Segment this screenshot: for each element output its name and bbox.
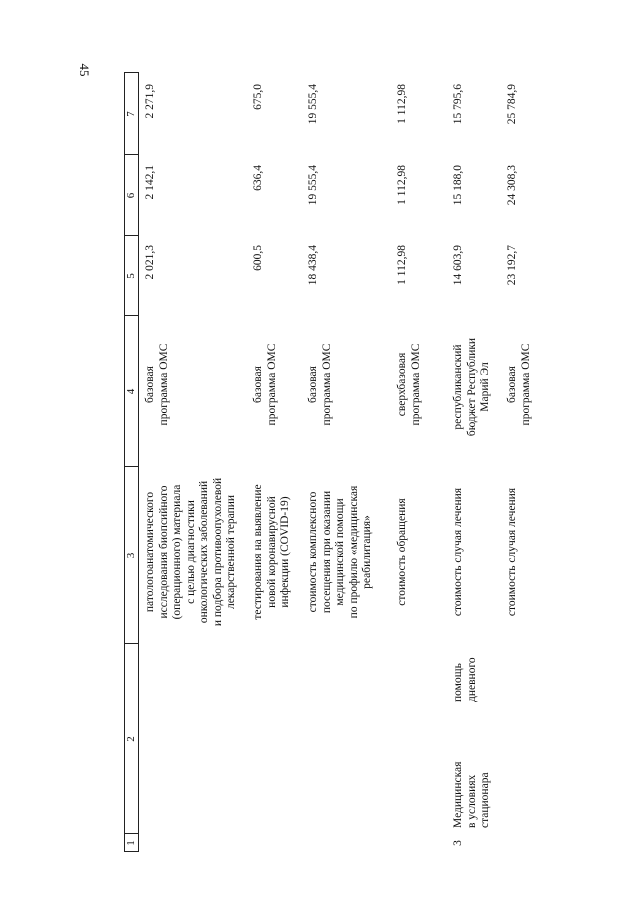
row2-description: тестирования на выявление новой коронавирусной инфекции (COVID-19) [252, 484, 291, 620]
row3-description: стоимость комплексного посещения при оказании медицинской помощи по профилю «медицинская реабилитация» [307, 485, 373, 619]
row5-col7: 15 795,6 [452, 84, 464, 125]
header-col-2: 2 [125, 736, 137, 742]
row5-source: республиканский бюджет Республики Марий Эл [452, 337, 491, 437]
rotated-table [124, 72, 639, 852]
row5-number: 3 [452, 840, 464, 846]
header-bottom-border [138, 72, 139, 852]
row2-col6: 636,4 [252, 165, 264, 191]
row6-col5: 23 192,7 [506, 245, 518, 286]
row1-source: базовая программа ОМС [144, 343, 170, 426]
row4-col5: 1 112,98 [396, 245, 408, 285]
row3-col7: 19 555,4 [307, 84, 319, 125]
row1-col7: 2 271,9 [144, 84, 156, 119]
row6-col7: 25 784,9 [506, 84, 518, 125]
row5-section-title-cont: помощь дневного [452, 657, 478, 702]
row2-source: базовая программа ОМС [252, 343, 278, 426]
row3-col5: 18 438,4 [307, 245, 319, 286]
header-col-7: 7 [125, 111, 137, 117]
row1-col6: 2 142,1 [144, 165, 156, 200]
row6-source: базовая программа ОМС [506, 343, 532, 426]
header-col-4: 4 [125, 388, 137, 395]
page-number: 45 [77, 63, 92, 77]
row3-source: базовая программа ОМС [307, 343, 333, 426]
row1-col5: 2 021,3 [144, 245, 156, 280]
row5-description: стоимость случая лечения [452, 487, 464, 617]
row4-col6: 1 112,98 [396, 165, 408, 205]
header-col-6: 6 [125, 192, 137, 199]
row5-section-title: Медицинская в условиях стационара [452, 761, 491, 828]
row6-col6: 24 308,3 [506, 165, 518, 206]
row1-description: патологоанатомического исследования биопсийного (операционного) материала с целью диагностики онкологических заболеваний и подбора противоопухолевой лекарственной терапии [144, 477, 237, 627]
row2-col5: 600,5 [252, 245, 264, 271]
header-col-3: 3 [125, 552, 137, 559]
row4-col7: 1 112,98 [396, 84, 408, 124]
row4-source: сверхбазовая программа ОМС [396, 343, 422, 426]
row2-col7: 675,0 [252, 84, 264, 110]
row5-col6: 15 188,0 [452, 165, 464, 206]
header-col-5: 5 [125, 273, 137, 279]
header-col-1: 1 [125, 840, 137, 846]
row4-description: стоимость обращения [396, 498, 408, 606]
row6-description: стоимость случая лечения [506, 487, 518, 617]
row3-col6: 19 555,4 [307, 165, 319, 206]
row5-col5: 14 603,9 [452, 245, 464, 286]
